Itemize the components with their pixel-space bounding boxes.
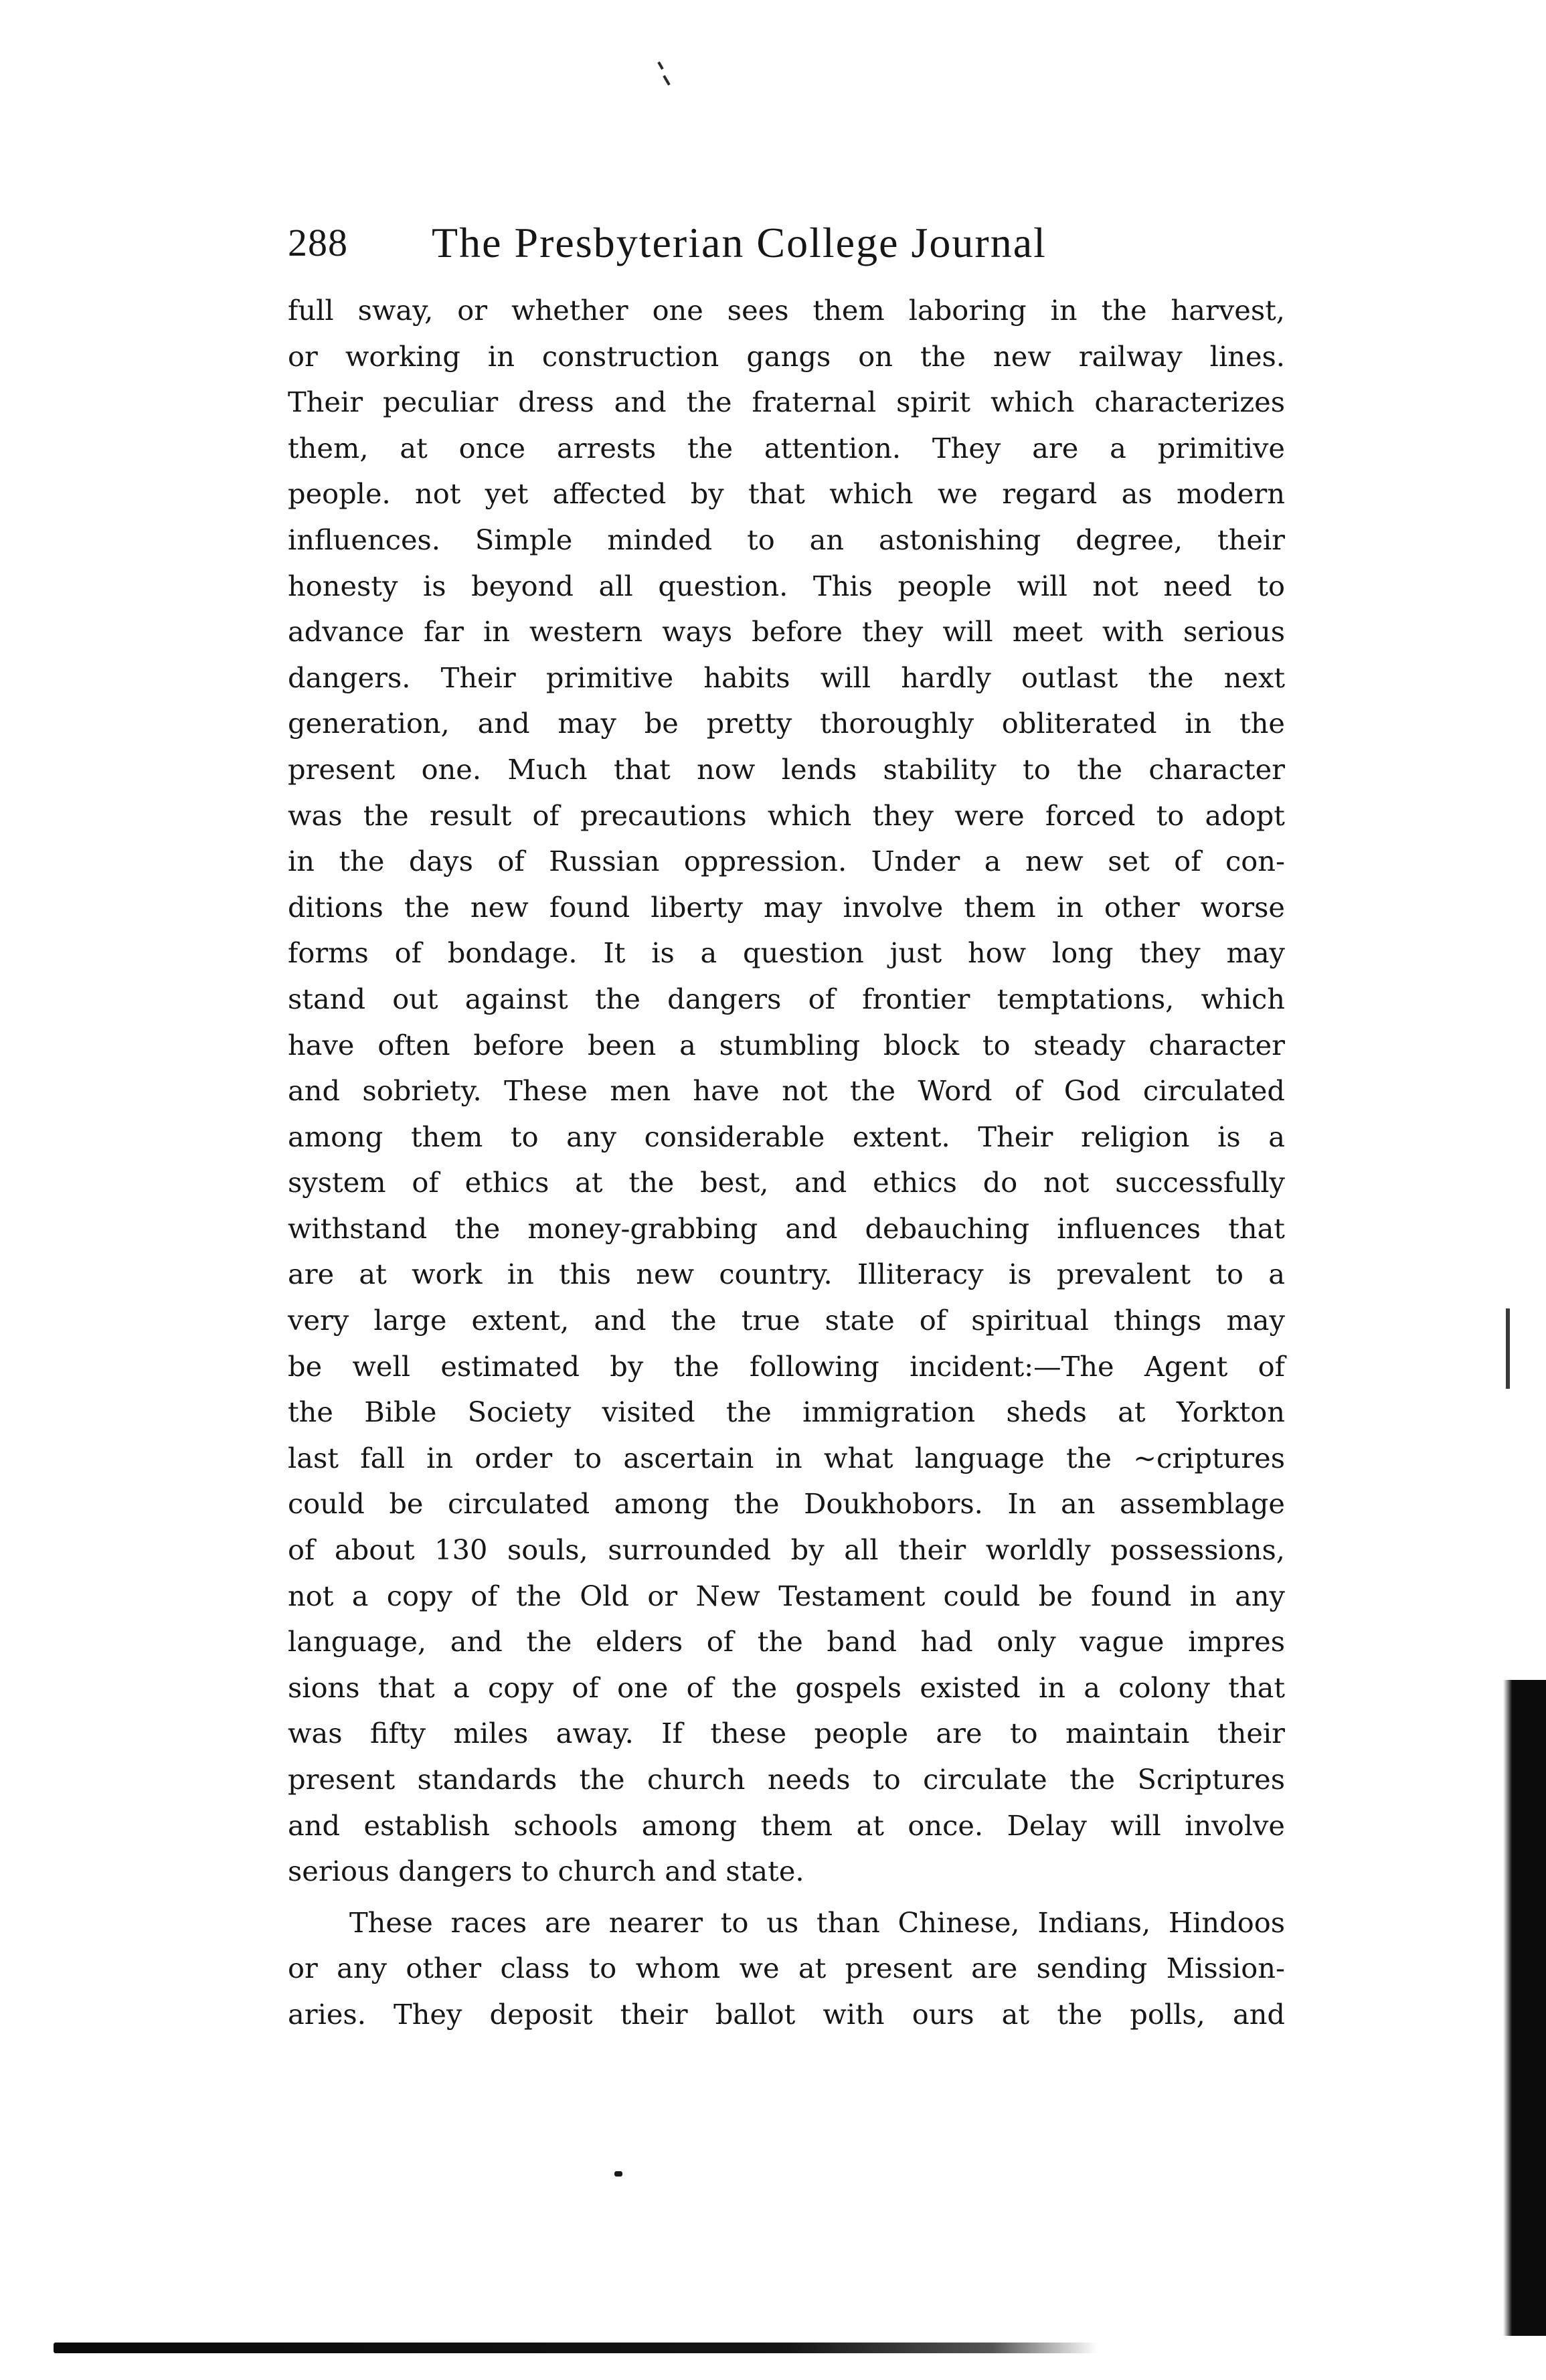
text-line: or working in construction gangs on the new railway lines. (288, 339, 1285, 373)
text-line: These races are nearer to us than Chinese, Indians, Hindoos (349, 1905, 1285, 1939)
text-line: present standards the church needs to circulate the Scriptures (288, 1763, 1285, 1796)
text-line: or any other class to whom we at present are sending Mission- (288, 1952, 1285, 1985)
text-line: generation, and may be pretty thoroughly obliterated in the (288, 707, 1285, 740)
text-line: advance far in western ways before they will meet with serious (288, 615, 1285, 649)
text-line: of about 130 souls, surrounded by all their worldly possessions, (288, 1533, 1285, 1567)
text-line: be well estimated by the following incident:—The Agent of (288, 1349, 1285, 1383)
scan-edge-shadow (1494, 1680, 1546, 2336)
paragraph (288, 288, 1285, 1895)
text-line: very large extent, and the true state of spiritual things may (288, 1304, 1285, 1337)
running-head (288, 213, 1258, 273)
text-line: withstand the money-grabbing and debauching influences that (288, 1211, 1285, 1245)
text-line: serious dangers to church and state. (288, 1855, 804, 1888)
text-line: dangers. Their primitive habits will hardly outlast the next (288, 661, 1285, 694)
text-line: present one. Much that now lends stability to the character (288, 752, 1285, 786)
text-line: stand out against the dangers of frontier temptations, which (288, 982, 1285, 1015)
paragraph (288, 1900, 1285, 2038)
text-line: could be circulated among the Doukhobors. In an assemblage (288, 1487, 1285, 1521)
scan-speck (663, 75, 670, 86)
text-line: the Bible Society visited the immigration sheds at Yorkton (288, 1395, 1285, 1429)
text-line: was the result of precautions which they were forced to adopt (288, 798, 1285, 832)
text-line: aries. They deposit their ballot with ours at the polls, and (288, 1997, 1285, 2031)
text-line: in the days of Russian oppression. Under a new set of con- (288, 845, 1285, 878)
text-line: are at work in this new country. Illiteracy is prevalent to a (288, 1258, 1285, 1291)
scan-bottom-bar (54, 2343, 1098, 2353)
text-line: ditions the new found liberty may involve them in other worse (288, 890, 1285, 924)
text-line: not a copy of the Old or New Testament could be found in any (288, 1579, 1285, 1612)
scan-edge-mark (1506, 1308, 1510, 1389)
text-line: system of ethics at the best, and ethics do not successfully (288, 1166, 1285, 1199)
ink-dot (614, 2171, 622, 2177)
paragraph-gap (288, 1895, 1285, 1900)
text-line: have often before been a stumbling block to steady character (288, 1028, 1285, 1061)
text-line: last fall in order to ascertain in what language the ~criptures (288, 1441, 1285, 1474)
text-line: language, and the elders of the band had only vague impres (288, 1625, 1285, 1659)
text-line: and establish schools among them at once. Delay will involve (288, 1808, 1285, 1842)
text-line: among them to any considerable extent. Their religion is a (288, 1120, 1285, 1153)
text-line: them, at once arrests the attention. They are a primitive (288, 431, 1285, 464)
text-line: honesty is beyond all question. This people will not need to (288, 569, 1285, 602)
text-line: and sobriety. These men have not the Word of God circulated (288, 1074, 1285, 1108)
text-line: full sway, or whether one sees them laboring in the harvest, (288, 294, 1285, 327)
text-line: sions that a copy of one of the gospels existed in a colony that (288, 1671, 1285, 1704)
text-line: influences. Simple minded to an astonishing degree, their (288, 523, 1285, 556)
text-line: was fifty miles away. If these people are to maintain their (288, 1717, 1285, 1750)
journal-title: The Presbyterian College Journal (432, 219, 1047, 266)
article-body (288, 288, 1285, 2038)
text-line: people. not yet affected by that which we regard as modern (288, 477, 1285, 511)
text-line: forms of bondage. It is a question just how long they may (288, 936, 1285, 970)
page-number: 288 (288, 221, 348, 264)
text-line: Their peculiar dress and the fraternal spirit which characterizes (288, 386, 1285, 419)
scan-speck (657, 62, 663, 70)
